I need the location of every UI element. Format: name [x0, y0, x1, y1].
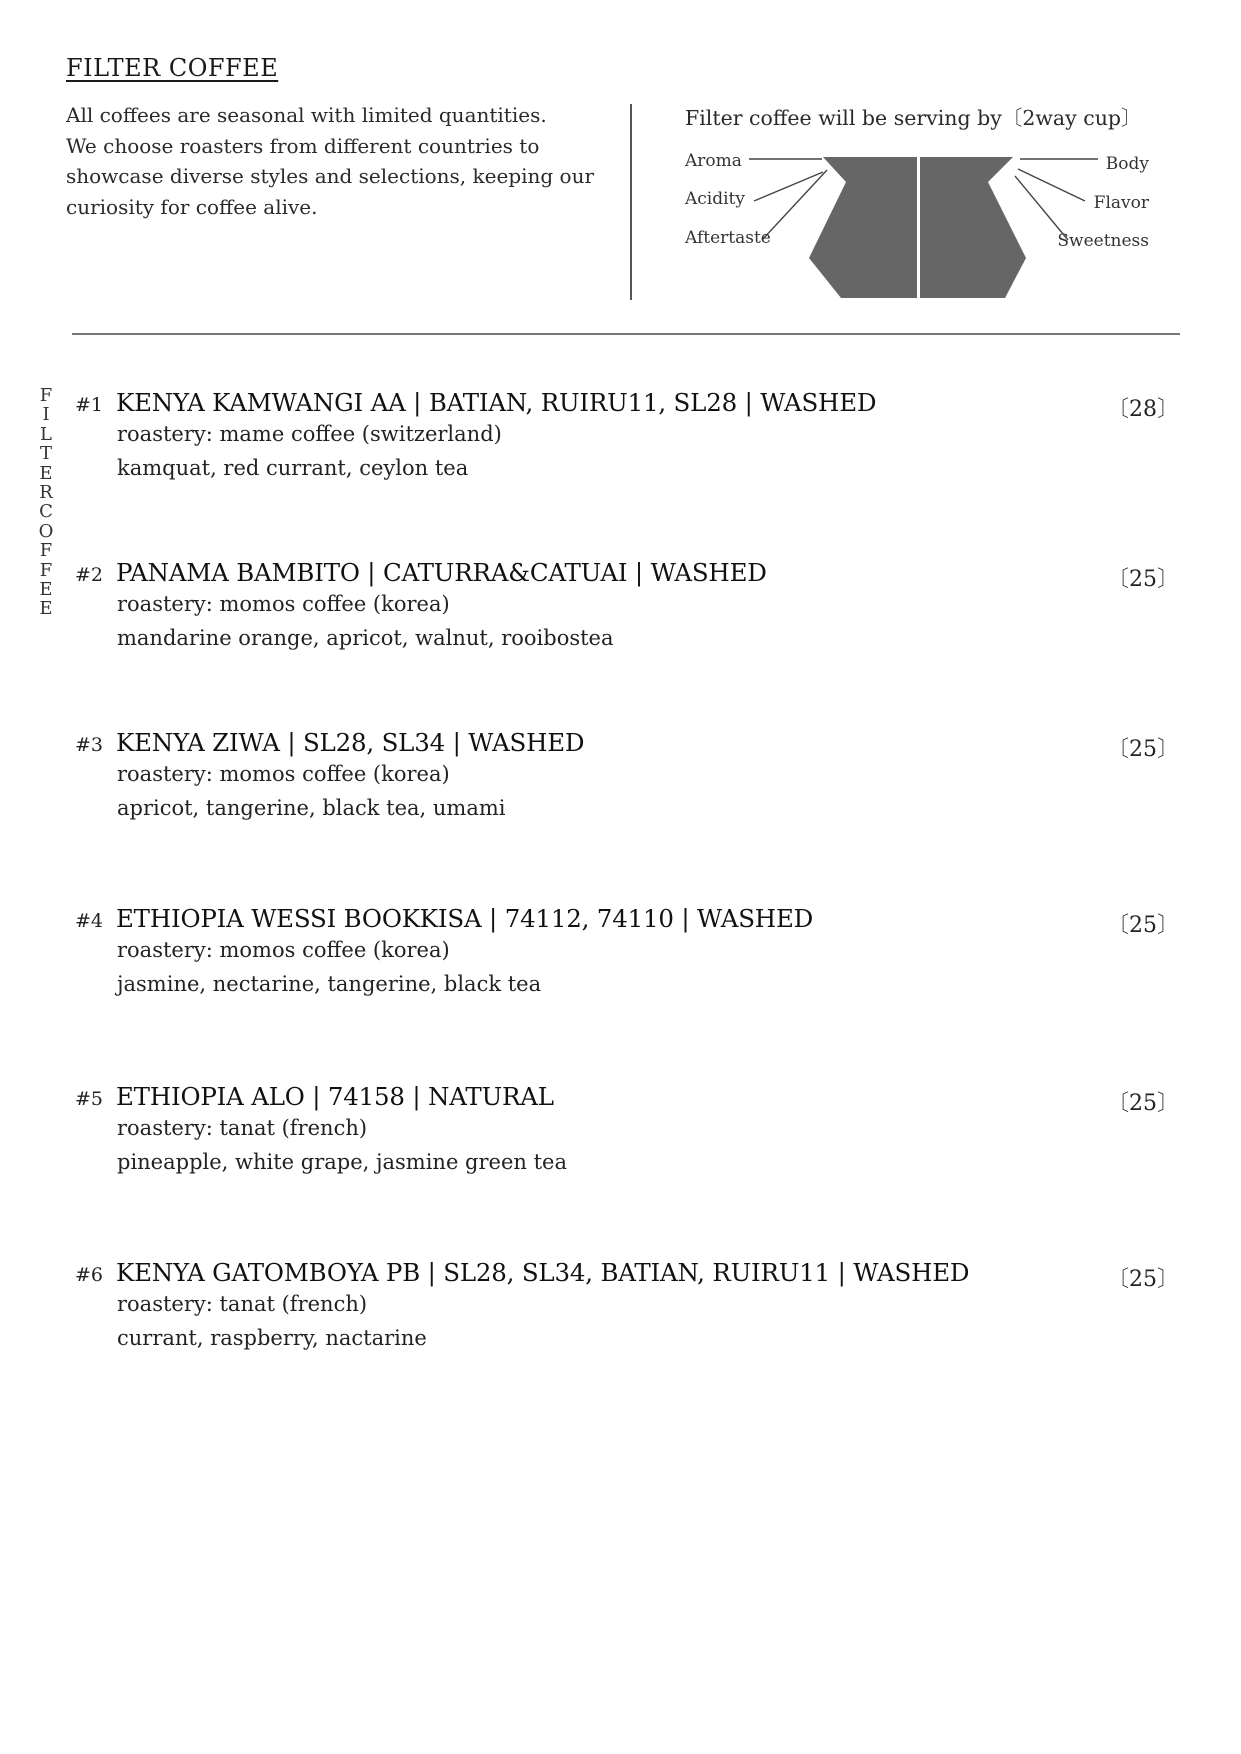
- side-label-letter: I: [42, 404, 50, 426]
- item-title: KENYA GATOMBOYA PB | SL28, SL34, BATIAN, RUIRU11 | WASHED: [116, 1258, 970, 1287]
- side-label-letter: E: [39, 579, 53, 601]
- menu-item: [0, 904, 1241, 1024]
- vertical-divider: [630, 104, 632, 300]
- item-number: #4: [75, 910, 104, 932]
- item-price: 〔28〕: [1107, 397, 1179, 422]
- side-label-letter: L: [40, 423, 52, 445]
- body-label: Body: [1105, 154, 1149, 174]
- item-notes: pineapple, white grape, jasmine green tea: [117, 1150, 567, 1174]
- flavor-label: Flavor: [1093, 193, 1149, 213]
- side-label-letter: O: [38, 520, 54, 542]
- item-number: #3: [75, 734, 104, 756]
- aftertaste-pointer: [762, 170, 827, 240]
- side-label-letter: T: [39, 443, 52, 465]
- item-notes: apricot, tangerine, black tea, umami: [117, 796, 506, 820]
- horizontal-divider: [72, 333, 1180, 335]
- flavor-pointer: [1018, 169, 1085, 201]
- aftertaste-label: Aftertaste: [685, 228, 771, 248]
- item-number: #5: [75, 1088, 104, 1110]
- item-number: #1: [75, 394, 104, 416]
- item-title: KENYA ZIWA | SL28, SL34 | WASHED: [116, 728, 585, 757]
- item-notes: mandarine orange, apricot, walnut, rooibostea: [117, 626, 614, 650]
- side-label-letter: F: [39, 540, 53, 562]
- side-label-letter: F: [39, 385, 53, 406]
- intro-line: All coffees are seasonal with limited quantities.: [66, 103, 547, 127]
- section-title: FILTER COFFEE: [66, 54, 279, 82]
- item-title: ETHIOPIA ALO | 74158 | NATURAL: [116, 1082, 554, 1111]
- menu-item: [0, 385, 1241, 508]
- item-price: 〔25〕: [1107, 737, 1179, 762]
- item-price: 〔25〕: [1107, 1267, 1179, 1292]
- item-title: PANAMA BAMBITO | CATURRA&CATUAI | WASHED: [116, 558, 767, 587]
- side-label-letter: C: [39, 501, 53, 523]
- intro-line: showcase diverse styles and selections, keeping our: [66, 164, 595, 188]
- menu-item: [0, 558, 1241, 678]
- item-notes: jasmine, nectarine, tangerine, black tea: [117, 972, 542, 996]
- item-price: 〔25〕: [1107, 1091, 1179, 1116]
- acidity-pointer: [754, 172, 823, 201]
- side-label-letter: F: [39, 559, 53, 581]
- item-roastery: roastery: tanat (french): [117, 1292, 368, 1316]
- item-number: #2: [75, 564, 104, 586]
- menu-item: [0, 1258, 1241, 1378]
- side-label-letter: E: [39, 462, 53, 484]
- intro-line: We choose roasters from different countries to: [66, 133, 540, 158]
- menu-item: [0, 1082, 1241, 1202]
- item-roastery: roastery: momos coffee (korea): [117, 762, 450, 786]
- side-label-letter: E: [39, 598, 53, 620]
- item-notes: kamquat, red currant, ceylon tea: [117, 456, 469, 480]
- side-label-letter: R: [39, 482, 53, 504]
- intro-line: curiosity for coffee alive.: [66, 194, 318, 219]
- acidity-label: Acidity: [685, 189, 745, 209]
- intro-text: [66, 100, 626, 222]
- cup-left-half-icon: [809, 157, 917, 298]
- sweetness-label: Sweetness: [1057, 231, 1149, 251]
- item-roastery: roastery: momos coffee (korea): [117, 592, 450, 616]
- cup-right-half-icon: [920, 157, 1026, 298]
- item-roastery: roastery: momos coffee (korea): [117, 938, 450, 962]
- menu-item: [0, 728, 1241, 848]
- item-price: 〔25〕: [1107, 567, 1179, 592]
- item-number: #6: [75, 1264, 104, 1286]
- item-price: 〔25〕: [1107, 913, 1179, 938]
- aroma-label: Aroma: [685, 151, 742, 171]
- item-roastery: roastery: mame coffee (switzerland): [117, 422, 502, 446]
- item-roastery: roastery: tanat (french): [117, 1116, 368, 1140]
- serving-text: Filter coffee will be serving by〔2way cup〕: [685, 106, 1142, 130]
- item-title: ETHIOPIA WESSI BOOKKISA | 74112, 74110 | WASHED: [116, 904, 814, 933]
- item-notes: currant, raspberry, nactarine: [117, 1326, 427, 1350]
- item-title: KENYA KAMWANGI AA | BATIAN, RUIRU11, SL28 | WASHED: [116, 388, 877, 417]
